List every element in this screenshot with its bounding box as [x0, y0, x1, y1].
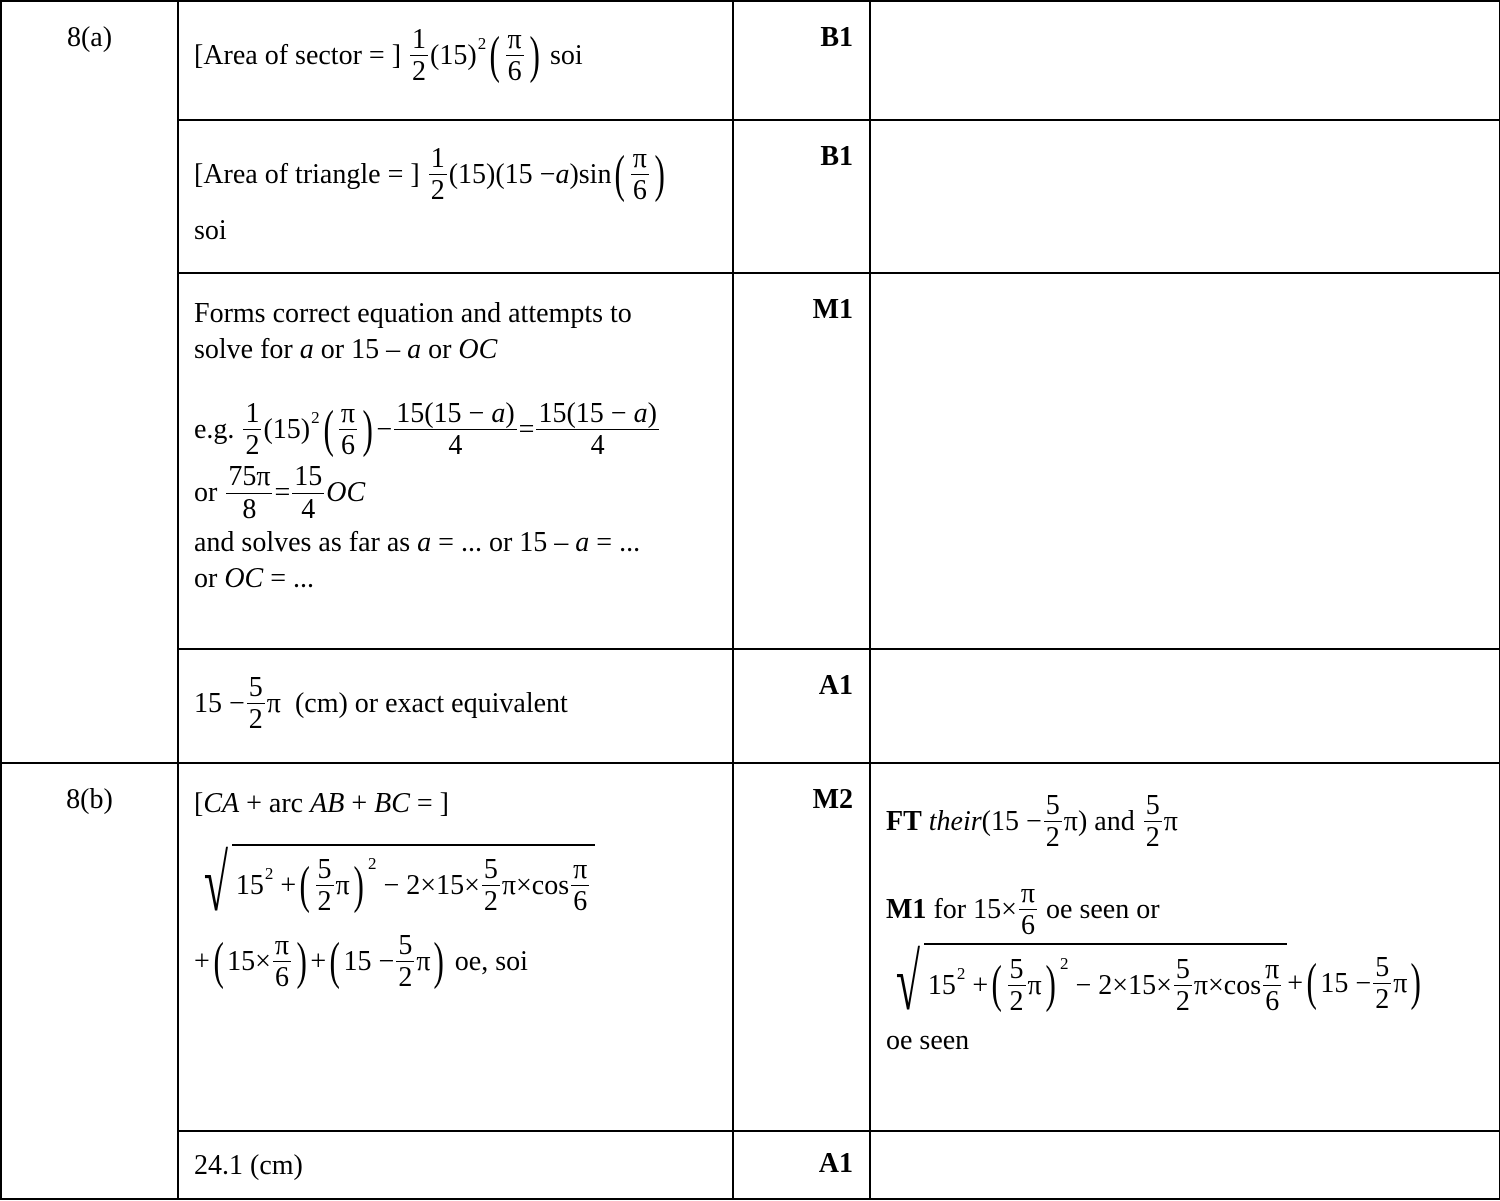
row-8a-sector: [1, 1, 1500, 120]
math-line: [194, 839, 718, 928]
guidance-cell: FT their (15 − $\frac{5}{2}$ π ) and $\frac{5}{2}$ π M1 for 15× $\frac{\pi}{6}$ oe seen or √ 15 2 + ( $\frac{5}{2}$ π ) 2 − 2×15× $\frac{5}{2}$ π×cos $\frac{\pi}{6}$ + ( 15 − $\frac{5}{2}$ π ) oe seen: [870, 763, 1500, 1131]
math-line: + ( 15× $\frac{\pi}{6}$ ) + ( 15 − $\frac{5}{2}$ π ) oe, soi: [194, 929, 528, 994]
answer-cell: [178, 1, 733, 120]
guidance-cell: [870, 1, 1500, 120]
mark-cell: A1: [733, 649, 870, 763]
math-line: M1 for 15× $\frac{\pi}{6}$ oe seen or: [886, 877, 1160, 942]
mark-cell: M2: [733, 763, 870, 1131]
mark-cell: M1: [733, 273, 870, 649]
row-8b-answer: [1, 1131, 1500, 1199]
answer-cell: [178, 649, 733, 763]
paren-group: ( $\frac{\pi}{6}$ ): [489, 24, 540, 88]
math-line: or $\frac{75\pi}{8}$ = $\frac{15}{4}$ OC: [194, 461, 366, 525]
answer-cell: 24.1 (cm): [178, 1131, 733, 1199]
row-8a-equation: [1, 273, 1500, 649]
math-line: 15 − $\frac{5}{2}$ π (cm) or exact equivalent: [194, 672, 568, 736]
answer-cell: [Area of triangle = ] $\frac{1}{2}$ (15)(15 − a ) sin ( $\frac{\pi}{6}$ ) soi: [178, 120, 733, 273]
question-label-8a: 8(a): [1, 1, 178, 763]
mark-cell: B1: [733, 120, 870, 273]
mark-cell: B1: [733, 1, 870, 120]
math-line: √ 15 2 + ( $\frac{5}{2}$ π ) 2 − 2×15× $\frac{5}{2}$ π×cos $\frac{\pi}{6}$ + ( 15 − $\frac{5}{2}$ π ): [886, 943, 1485, 1023]
answer-cell: Forms correct equation and attempts to solve for a or 15 – a or OC e.g. $\frac{1}{2}$ (15) 2 ( $\frac{\pi}{6}$ ) − $\frac{15(15 - a)}{4}$ = $\frac{15(15 - a)}{4}$ or $\frac{75\pi}{8}$ = $\frac{15}{4}$ OC and solves as far as a = ... or 15 – a = ... or OC = ...: [178, 273, 733, 649]
row-8a-triangle: [1, 120, 1500, 273]
guidance-cell: [870, 649, 1500, 763]
square-root: √ 15 2 + ( $\frac{5}{2}$ π ) 2 − 2×15× $\frac{5}{2}$ π×cos $\frac{\pi}{6}$: [194, 844, 595, 924]
square-root: √ 15 2 + ( $\frac{5}{2}$ π ) 2 − 2×15× $\frac{5}{2}$ π×cos $\frac{\pi}{6}$: [886, 943, 1287, 1023]
answer-cell: [CA + arc AB + BC = ] √ 15 2 + ( $\frac{5}{2}$ π ) 2 − 2×15× $\frac{5}{2}$ π×cos $\frac{\pi}{6}$ + ( 15× $\frac{\pi}{6}$ ) + ( 15 − $\frac{5}{2}$ π ) oe, soi: [178, 763, 733, 1131]
fraction: $\frac{1}{2}$: [412, 24, 427, 88]
guidance-cell: [870, 273, 1500, 649]
guidance-cell: [870, 120, 1500, 273]
mark-cell: A1: [733, 1131, 870, 1199]
question-label-8b: 8(b): [1, 763, 178, 1199]
row-8b-perimeter: [1, 763, 1500, 1131]
row-8a-answer: [1, 649, 1500, 763]
guidance-cell: [870, 1131, 1500, 1199]
math-line: e.g. $\frac{1}{2}$ (15) 2 ( $\frac{\pi}{6}$ ) − $\frac{15(15 - a)}{4}$ = $\frac{15(15 - a)}{4}$: [194, 397, 657, 462]
math-line: [Area of sector = ] $\frac{1}{2}$ (15) 2 ( $\frac{\pi}{6}$ ) soi: [194, 24, 583, 88]
math-line: [Area of triangle = ] $\frac{1}{2}$ (15)(15 − a ) sin ( $\frac{\pi}{6}$ ): [194, 143, 665, 207]
math-line: FT their (15 − $\frac{5}{2}$ π ) and $\frac{5}{2}$ π: [886, 790, 1178, 854]
